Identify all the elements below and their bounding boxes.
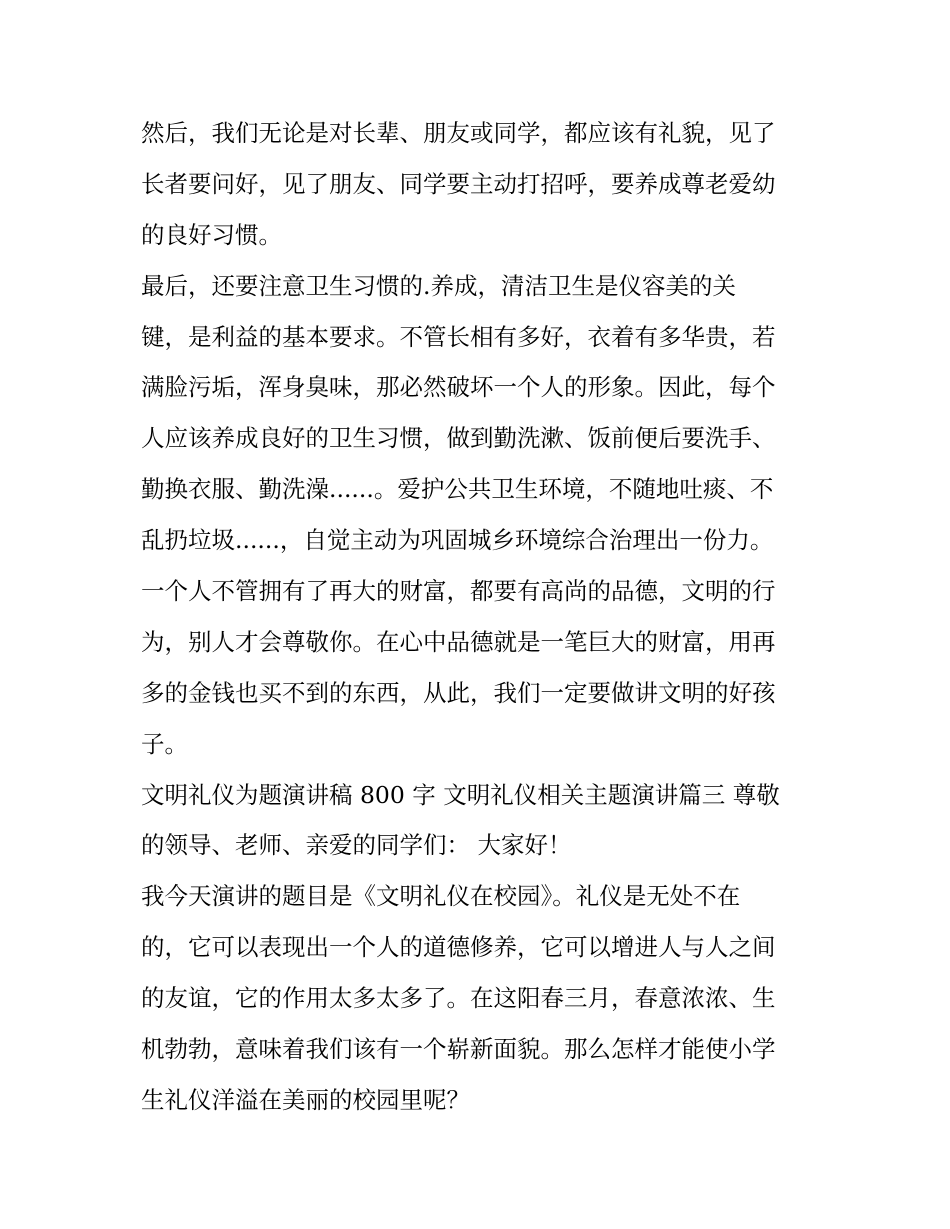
text-line: 键，是利益的基本要求。不管长相有多好，衣着有多华贵，若 [141,322,776,351]
text-line: 机勃勃，意味着我们该有一个崭新面貌。那么怎样才能使小学 [141,1035,776,1064]
text-line: 一个人不管拥有了再大的财富，都要有高尚的品德，文明的行 [141,577,776,606]
text-line: 长者要问好，见了朋友、同学要主动打招呼，要养成尊老爱幼 [141,169,776,198]
text-line: 人应该养成良好的卫生习惯，做到勤洗漱、饭前便后要洗手、 [141,424,776,453]
body-text [141,108,831,1126]
text-line: 的友谊，它的作用太多太多了。在这阳春三月，春意浓浓、生 [141,984,776,1013]
text-line: 的领导、老师、亲爱的同学们： 大家好！ [141,831,572,860]
text-line: 子。 [141,729,188,758]
text-line: 的良好习惯。 [141,220,282,249]
text-line: 满脸污垢，浑身臭味，那必然破坏一个人的形象。因此，每个 [141,373,776,402]
text-line: 的，它可以表现出一个人的道德修养，它可以增进人与人之间 [141,933,776,962]
text-line: 生礼仪洋溢在美丽的校园里呢？ [141,1085,470,1114]
text-line: 勤换衣服、勤洗澡......。爱护公共卫生环境，不随地吐痰、不 [141,475,774,504]
text-line: 然后，我们无论是对长辈、朋友或同学，都应该有礼貌，见了 [141,119,776,147]
text-line: 为，别人才会尊敬你。在心中品德就是一笔巨大的财富，用再 [141,627,776,656]
text-line: 最后，还要注意卫生习惯的.养成，清洁卫生是仪容美的关 [141,271,736,300]
text-line: 我今天演讲的题目是《文明礼仪在校园》。礼仪是无处不在 [141,882,741,911]
text-line: 文明礼仪为题演讲稿 800 字 文明礼仪相关主题演讲篇三 尊敬 [141,780,780,809]
text-line: 乱扔垃圾......，自觉主动为巩固城乡环境综合治理出一份力。 [141,526,774,555]
text-line: 多的金钱也买不到的东西，从此，我们一定要做讲文明的好孩 [141,678,776,707]
